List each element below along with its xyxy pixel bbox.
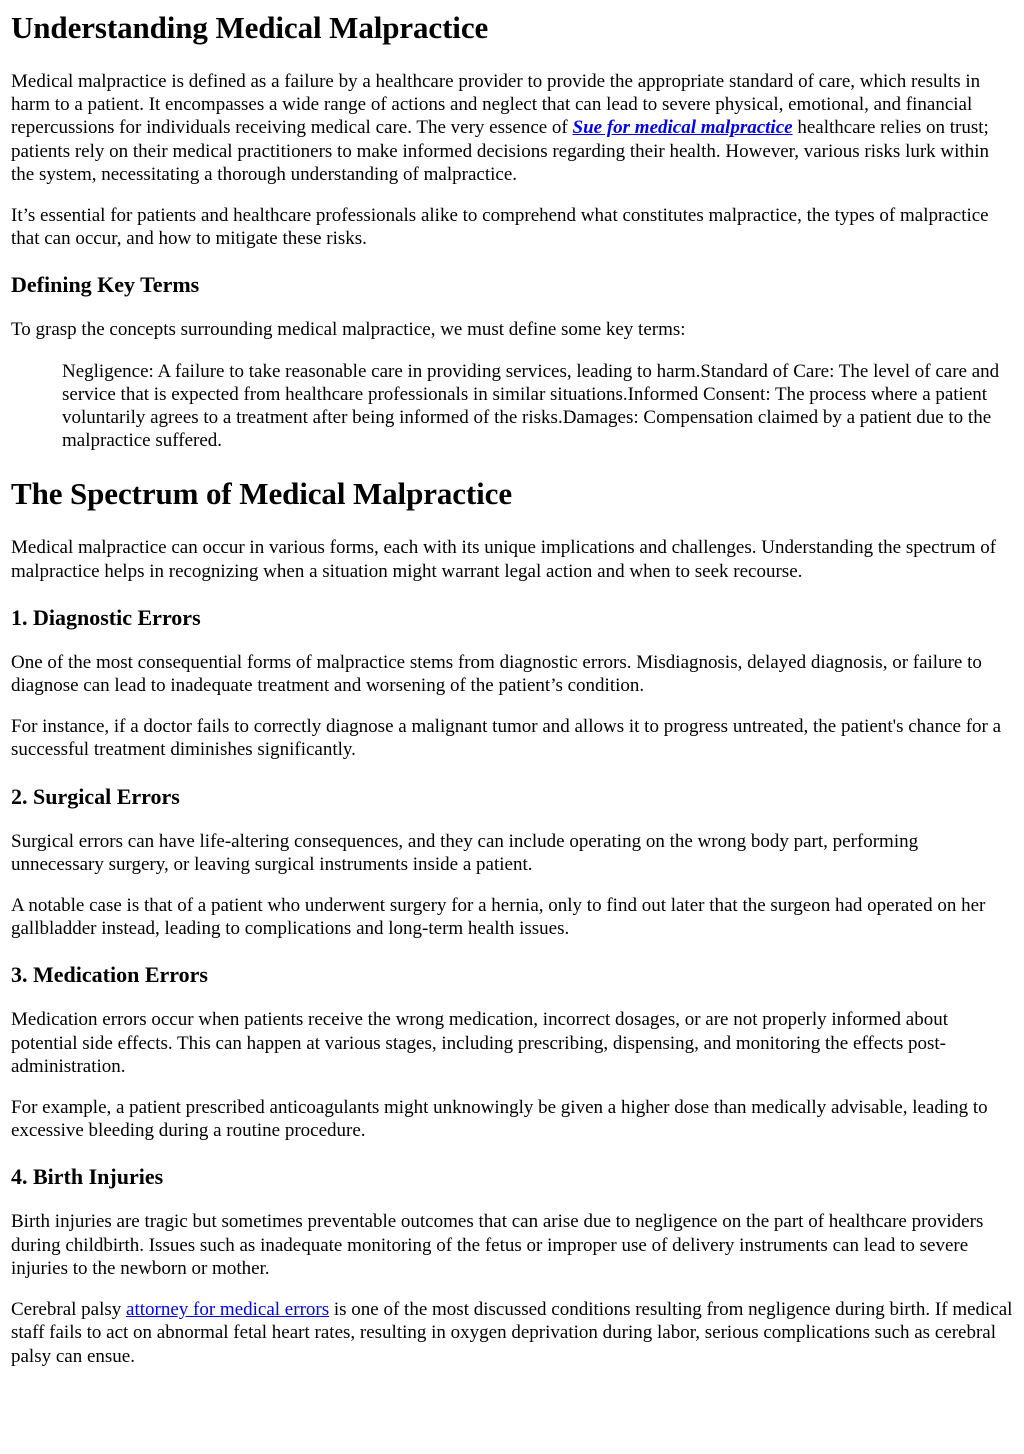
- cerebral-palsy-text-end: is one of the most discussed conditions resulting from negligence during birth. If medical staff fails to act on abnormal fetal heart rates, resulting in oxygen deprivation during labor, serious complications such as cerebral palsy can ensue.: [11, 1299, 1013, 1367]
- birth-injuries-paragraph-2: [11, 1298, 1013, 1368]
- sue-for-medical-malpractice-link[interactable]: Sue for medical malpractice: [572, 117, 793, 139]
- surgical-errors-paragraph-1: Surgical errors can have life-altering consequences, and they can include operating on the wrong body part, performing unnecessary surgery, or leaving surgical instruments inside a patient.: [11, 830, 919, 875]
- spectrum-intro: Medical malpractice can occur in various forms, each with its unique implications and challenges. Understanding the spectrum of malpractice helps in recognizing when a situation might warrant legal action and when to seek recourse.: [11, 537, 997, 582]
- key-terms-definitions: Negligence: A failure to take reasonable care in providing services, leading to harm.Standard of Care: The level of care and service that is expected from healthcare professionals in similar situations.Informed Consent: The process where a patient voluntarily agrees to a treatment after being informed of the risks.Damages: Compensation claimed by a patient due to the malpractice suffered.: [62, 360, 1000, 452]
- key-terms-heading: Defining Key Terms: [11, 272, 200, 298]
- section-heading-diagnostic-errors: 1. Diagnostic Errors: [11, 604, 201, 630]
- section-heading-surgical-errors: 2. Surgical Errors: [11, 783, 180, 809]
- key-terms-lead: To grasp the concepts surrounding medical malpractice, we must define some key terms:: [11, 319, 686, 341]
- surgical-errors-paragraph-2: A notable case is that of a patient who underwent surgery for a hernia, only to find out later that the surgeon had operated on her gallbladder instead, leading to complications and long-term health issues.: [11, 895, 986, 940]
- intro-text-end: healthcare relies on trust; patients rely on their medical practitioners to make informed decisions regarding their health. However, various risks lurk within the system, necessitating a thorough understanding of malpractice.: [11, 117, 989, 185]
- intro-paragraph-2: It’s essential for patients and healthcare professionals alike to comprehend what constitutes malpractice, the types of malpractice that can occur, and how to mitigate these risks.: [11, 205, 989, 250]
- cerebral-palsy-text-start: Cerebral palsy: [11, 1299, 127, 1321]
- section-heading-birth-injuries: 4. Birth Injuries: [11, 1164, 164, 1190]
- spectrum-title: The Spectrum of Medical Malpractice: [11, 476, 512, 512]
- diagnostic-errors-paragraph-1: One of the most consequential forms of malpractice stems from diagnostic errors. Misdiagnosis, delayed diagnosis, or failure to diagnose can lead to inadequate treatment and worsening of the patient’s condition.: [11, 651, 982, 697]
- article: [0, 8, 1024, 1368]
- diagnostic-errors-paragraph-2: For instance, if a doctor fails to correctly diagnose a malignant tumor and allows it to progress untreated, the patient's chance for a successful treatment diminishes significantly.: [11, 716, 1002, 761]
- attorney-for-medical-errors-link[interactable]: attorney for medical errors: [126, 1299, 330, 1321]
- section-heading-medication-errors: 3. Medication Errors: [11, 962, 208, 988]
- birth-injuries-paragraph-1: Birth injuries are tragic but sometimes preventable outcomes that can arise due to negligence on the part of healthcare providers during childbirth. Issues such as inadequate monitoring of the fetus or improper use of delivery instruments can lead to severe injuries to the newborn or mother.: [11, 1211, 984, 1279]
- medication-errors-paragraph-1: Medication errors occur when patients receive the wrong medication, incorrect dosages, or are not properly informed about potential side effects. This can happen at various stages, including prescribing, dispensing, and monitoring the effects post-administration.: [11, 1009, 948, 1077]
- page-title: Understanding Medical Malpractice: [11, 10, 489, 45]
- medication-errors-paragraph-2: For example, a patient prescribed anticoagulants might unknowingly be given a higher dose than medically advisable, leading to excessive bleeding during a routine procedure.: [11, 1097, 988, 1142]
- intro-paragraph-1: [11, 70, 1013, 186]
- intro-text-start: Medical malpractice is defined as a failure by a healthcare provider to provide the appropriate standard of care, which results in harm to a patient. It encompasses a wide range of actions and neglect that can lead to severe physical, emotional, and financial repercussions for individuals receiving medical care. The very essence of: [11, 71, 981, 139]
